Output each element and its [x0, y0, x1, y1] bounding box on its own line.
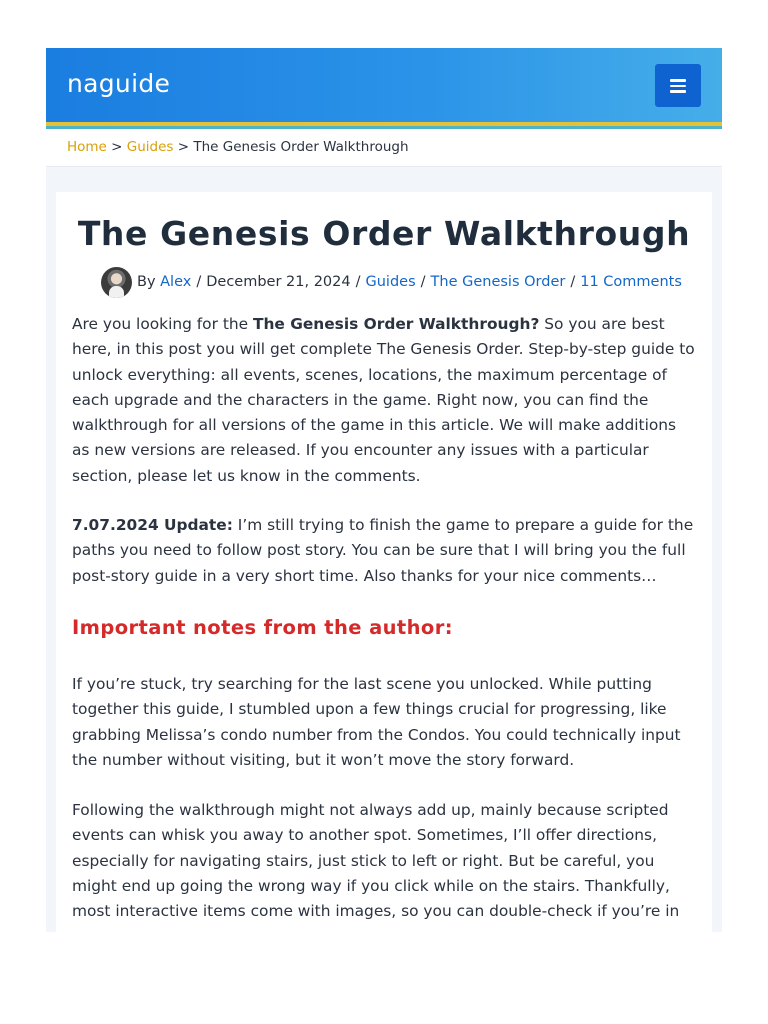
post-date: December 21, 2024 [206, 274, 351, 290]
stuck-paragraph: If you’re stuck, try searching for the last scene you unlocked. While putting together this guide, I stumbled upon a few things crucial for progressing, like grabbing Melissa’s condo number from the Condos. You could technically input the number without visiting, but it won’t move the story forward. [72, 674, 681, 769]
meta-separator: / [196, 274, 202, 290]
meta-separator: / [355, 274, 361, 290]
follow-paragraph: Following the walkthrough might not always add up, mainly because scripted events can whisk you away to another spot. Sometimes, I’ll offer directions, especially for navigating stairs, just stick to left or right. But be careful, you might end up going the wrong way if you click while on the stairs. Thankfully, most interactive items come with images, so you can double-check if you’re in [72, 801, 680, 921]
meta-separator: / [420, 274, 426, 290]
update-text: I’m still trying to finish the game to prepare a guide for the paths you need to follow post story. You can be sure that I will bring you the full post-story guide in a very short time. Also thanks for your nice comments… [72, 516, 694, 585]
menu-toggle-button[interactable] [655, 64, 701, 107]
author-link[interactable]: Alex [160, 274, 192, 290]
post-title: The Genesis Order Walkthrough [77, 214, 691, 253]
breadcrumb-separator: > [177, 139, 194, 155]
post-content [72, 312, 697, 925]
breadcrumb-guides-link[interactable]: Guides [126, 139, 174, 155]
breadcrumb-separator: > [111, 139, 127, 155]
update-paragraph [72, 513, 697, 589]
intro-bold: The Genesis Order Walkthrough? [252, 315, 540, 333]
intro-lead: Are you looking for the [72, 315, 253, 333]
meta-separator: / [570, 274, 576, 290]
intro-rest: So you are best here, in this post you will get complete The Genesis Order. Step-by-step guide to unlock everything: all events, scenes, locations, the maximum percentage of each upgrade and the characters in the game. Right now, you can find the walkthrough for all versions of the game in this article. We will make additions as new versions are released. If you encounter any issues with a particular section, please let us know in the comments. [72, 315, 695, 485]
author-avatar[interactable] [101, 267, 132, 298]
comments-link[interactable]: 11 Comments [580, 274, 682, 290]
breadcrumb-current: The Genesis Order Walkthrough [193, 139, 409, 155]
post-meta [101, 266, 682, 298]
category-link-genesis-order[interactable]: The Genesis Order [430, 274, 566, 290]
update-label: 7.07.2024 Update: [72, 516, 233, 535]
notes-heading: Important notes from the author: [72, 615, 453, 639]
intro-paragraph [72, 312, 697, 489]
page-frame [46, 48, 722, 932]
category-link-guides[interactable]: Guides [365, 274, 416, 290]
site-header [46, 48, 722, 124]
site-title[interactable]: naguide [67, 69, 171, 98]
breadcrumb-home-link[interactable]: Home [67, 139, 107, 155]
meta-by-label: By [137, 274, 156, 290]
breadcrumb [46, 129, 722, 167]
article-card [56, 192, 712, 932]
